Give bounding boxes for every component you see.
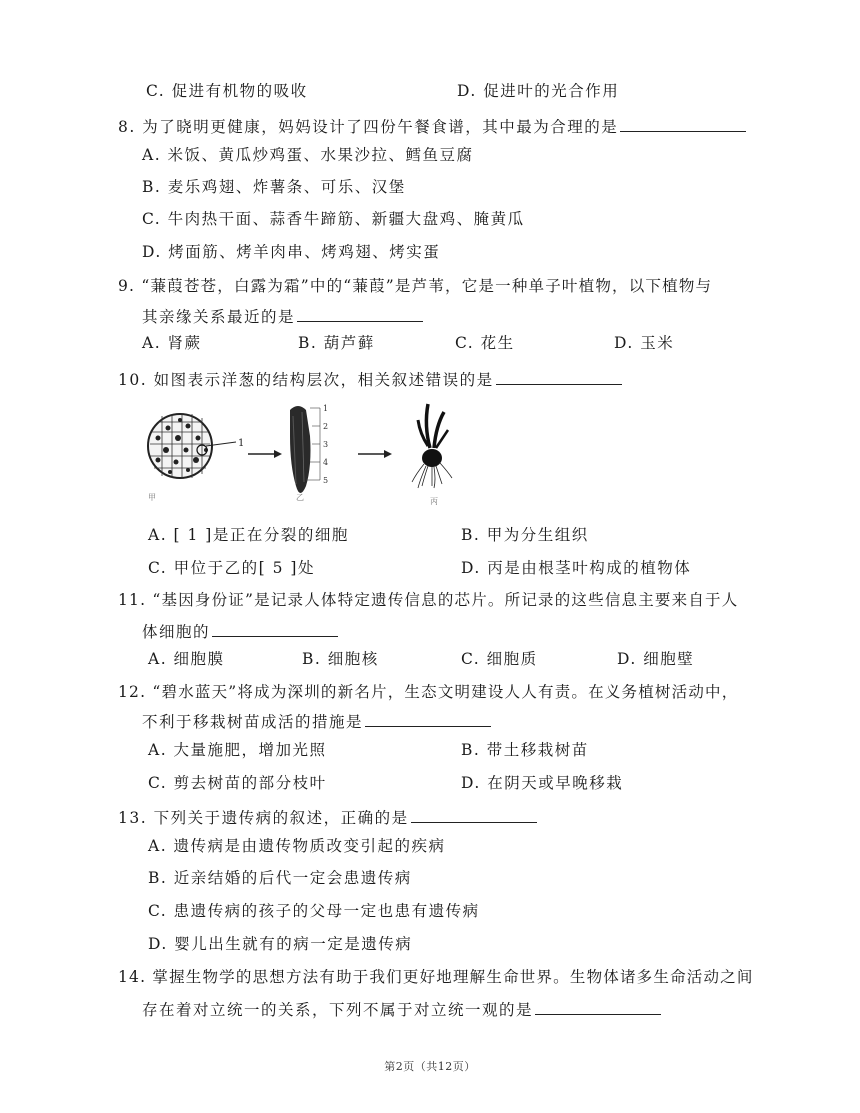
q11-option-d: D. 细胞壁 (617, 650, 695, 668)
fig-num-label: 3 (323, 440, 329, 449)
q12-option-a: A. 大量施肥，增加光照 (148, 741, 327, 759)
tissue-circle (148, 414, 244, 502)
q8-stem: 8. 为了晓明更健康，妈妈设计了四份午餐食谱，其中最为合理的是 (118, 115, 746, 137)
q11-option-b: B. 细胞核 (302, 650, 379, 668)
q13-option-d: D. 婴儿出生就有的病一定是遗传病 (148, 935, 413, 953)
q8-option-b: B. 麦乐鸡翅、炸薯条、可乐、汉堡 (142, 178, 406, 196)
q7-option-c: C. 促进有机物的吸收 (146, 82, 308, 100)
q14-stem-line1: 14. 掌握生物学的思想方法有助于我们更好地理解生命世界。生物体诸多生命活动之间 (118, 968, 754, 986)
q13-option-b: B. 近亲结婚的后代一定会患遗传病 (148, 869, 412, 887)
page-footer: 第2页（共12页） (384, 1060, 476, 1073)
q9-stem-line1: 9. “蒹葭苍苍，白露为霜”中的“蒹葭”是芦苇，它是一种单子叶植物，以下植物与 (118, 277, 713, 295)
q9-option-c: C. 花生 (455, 334, 515, 352)
fig-num-label: 4 (323, 458, 329, 467)
q11-stem-line2: 体细胞的 (142, 620, 338, 642)
q13-option-c: C. 患遗传病的孩子的父母一定也患有遗传病 (148, 902, 480, 920)
q8-option-c: C. 牛肉热干面、蒜香牛蹄筋、新疆大盘鸡、腌黄瓜 (142, 210, 525, 228)
fig-label-1: 1 (238, 438, 245, 449)
q9-option-b: B. 葫芦藓 (298, 334, 375, 352)
answer-blank (297, 305, 423, 322)
fig-label-jia: 甲 (148, 493, 156, 502)
onion-plant (412, 404, 452, 506)
q7-option-d: D. 促进叶的光合作用 (457, 82, 620, 100)
q12-option-b: B. 带土移栽树苗 (461, 741, 589, 759)
answer-blank (411, 806, 537, 823)
q11-option-a: A. 细胞膜 (148, 650, 225, 668)
q9-option-a: A. 肾蕨 (142, 334, 202, 352)
answer-blank (212, 620, 338, 637)
fig-num-label: 1 (323, 404, 329, 413)
root-tip (290, 404, 328, 502)
q13-stem: 13. 下列关于遗传病的叙述，正确的是 (118, 806, 537, 828)
answer-blank (365, 710, 491, 727)
fig-num-label: 2 (323, 422, 329, 431)
q9-option-d: D. 玉米 (614, 334, 675, 352)
arrow-icon (248, 450, 282, 458)
q10-stem: 10. 如图表示洋葱的结构层次，相关叙述错误的是 (118, 368, 622, 390)
q10-option-c: C. 甲位于乙的[ 5 ]处 (148, 559, 315, 577)
q8-option-d: D. 烤面筋、烤羊肉串、烤鸡翅、烤实蛋 (142, 243, 441, 261)
q10-option-b: B. 甲为分生组织 (461, 526, 589, 544)
q9-stem-line2: 其亲缘关系最近的是 (142, 305, 423, 327)
q13-option-a: A. 遗传病是由遗传物质改变引起的疾病 (148, 837, 446, 855)
fig-label-yi: 乙 (296, 493, 304, 502)
fig-label-bing: 丙 (430, 497, 438, 506)
q12-option-c: C. 剪去树苗的部分枝叶 (148, 774, 327, 792)
q12-option-d: D. 在阴天或早晚移栽 (461, 774, 624, 792)
q12-stem-line2: 不利于移栽树苗成活的措施是 (142, 710, 491, 732)
q10-option-d: D. 丙是由根茎叶构成的植物体 (461, 559, 692, 577)
q11-stem-line1: 11. “基因身份证”是记录人体特定遗传信息的芯片。所记录的这些信息主要来自于人 (118, 591, 739, 609)
answer-blank (535, 998, 661, 1015)
answer-blank (496, 368, 622, 385)
q10-option-a: A. [ 1 ]是正在分裂的细胞 (148, 526, 349, 544)
q8-option-a: A. 米饭、黄瓜炒鸡蛋、水果沙拉、鳕鱼豆腐 (142, 146, 474, 164)
arrow-icon (358, 450, 392, 458)
q14-stem-line2: 存在着对立统一的关系，下列不属于对立统一观的是 (142, 998, 661, 1020)
q12-stem-line1: 12. “碧水蓝天”将成为深圳的新名片，生态文明建设人人有责。在义务植树活动中， (118, 683, 739, 701)
fig-num-label: 5 (323, 476, 329, 485)
onion-structure-figure (140, 396, 470, 516)
answer-blank (620, 115, 746, 132)
q11-option-c: C. 细胞质 (461, 650, 538, 668)
